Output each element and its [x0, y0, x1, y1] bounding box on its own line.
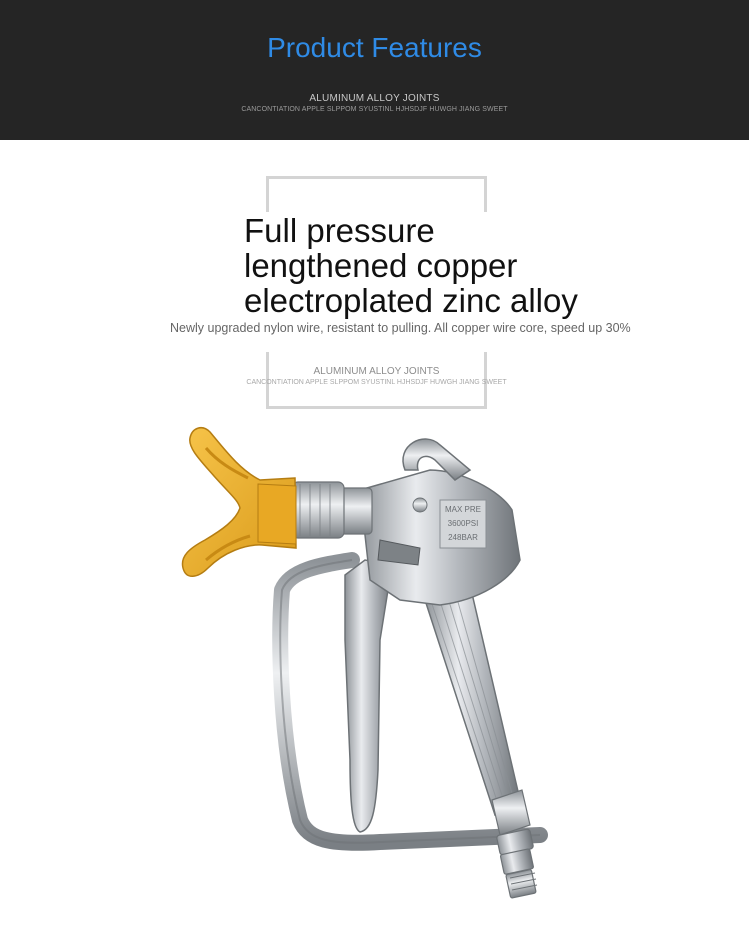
feature-description: Newly upgraded nylon wire, resistant to pulling. All copper wire core, speed up 30% — [170, 321, 631, 335]
spray-gun-image — [0, 410, 749, 936]
feature-tagline: CANCONTIATION APPLE SLPPOM SYUSTINL HJHSDJF HUWGH JIANG SWEET — [246, 379, 507, 386]
feature-headline — [244, 213, 578, 318]
body-label-3: 248BAR — [448, 533, 478, 542]
feature-subtitle: ALUMINUM ALLOY JOINTS — [313, 366, 440, 377]
headline-line-2: lengthened copper — [244, 247, 518, 284]
page-title: Product Features — [267, 32, 482, 63]
header-tagline: CANCONTIATION APPLE SLPPOM SYUSTINL HJHSDJF HUWGH JIANG SWEET — [241, 106, 508, 113]
headline-line-1: Full pressure — [244, 212, 435, 249]
header-subtitle: ALUMINUM ALLOY JOINTS — [309, 93, 440, 104]
body-label-2: 3600PSI — [447, 519, 479, 528]
headline-line-3: electroplated zinc alloy — [244, 282, 578, 319]
header-banner — [0, 0, 749, 140]
body-label-1: MAX PRE — [444, 505, 482, 514]
